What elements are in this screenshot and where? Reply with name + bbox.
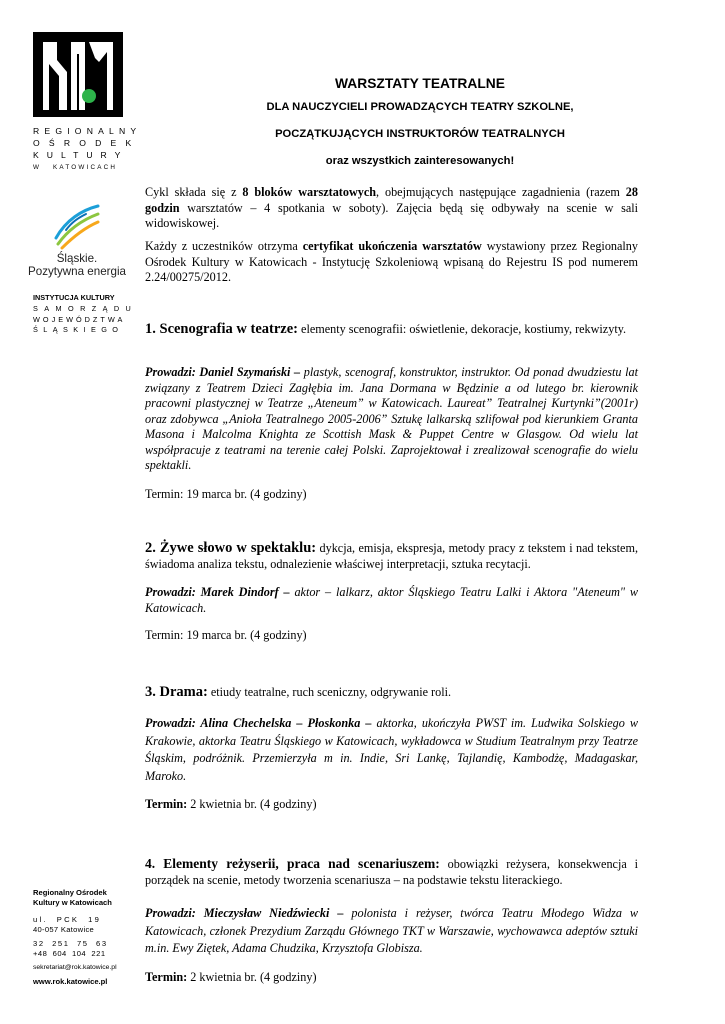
contact-postal: 40-057 Katowice bbox=[33, 924, 95, 934]
subtitle-line: POCZĄTKUJĄCYCH INSTRUKTORÓW TEATRALNYCH bbox=[275, 128, 565, 140]
section-lead: Prowadzi: Marek Dindorf – aktor – lalkarz, aktor Śląskiego Teatru Lalki i Aktora "Ateneum" w Katowicach. bbox=[145, 585, 638, 615]
section-heading: 1. Scenografia w teatrze: elementy scenografii: oświetlenie, dekoracje, kostiumy, rekwizyty. bbox=[145, 321, 627, 337]
region-tagline: Pozytywna energia bbox=[28, 265, 126, 278]
institution-info bbox=[33, 293, 138, 336]
institution-line: ŚLĄSKIEGO bbox=[33, 325, 124, 335]
subtitle-line: DLA NAUCZYCIELI PROWADZĄCYCH TEATRY SZKOLNE, bbox=[266, 101, 574, 113]
region-slogan bbox=[27, 252, 127, 278]
section-lead: Prowadzi: Daniel Szymański – plastyk, scenograf, konstruktor, instruktor. Od ponad dwudziestu lat związany z Teatrem Dzieci Zagłębia im. Jana Dormana w Będzinie a od lutego br. kierownik pracowni plastycznej w Teatrze „Ateneum” w Katowicach. Laureat” Teatralnej Kurtynki”(2001r) oraz zdobywca „Anioła Teatralnego 2005-2006” Sztukę lalkarską szlifował pod kierunkiem Granta Masona i Malcolma Knighta ze Scottish Mask & Puppet Centre w Glasgow. Od wielu lat współpracuje z teatrami na terenie całej Polski. Zaprojektował i zrealizował scenografie do wielu spektakli. bbox=[145, 365, 638, 472]
org-name bbox=[33, 125, 142, 174]
institution-line: WOJEWÓDZTWA bbox=[33, 314, 126, 324]
section-lead: Prowadzi: Alina Chechelska – Płoskonka – aktorka, ukończyła PWST im. Ludwika Solskiego w Krakowie, aktorka Teatru Śląskiego w Katowicach, wykładowca w Studium Teatralnym przy Teatrze Śląskim, podróżnik. Przemierzyła m in. Indie, Sri Lankę, Tajlandię, Kambodżę, Madagaskar, Maroko. bbox=[145, 716, 639, 783]
section-term: Termin: 19 marca br. (4 godziny) bbox=[145, 487, 307, 501]
org-name-line: KULTURY bbox=[33, 150, 129, 160]
org-city: W KATOWICACH bbox=[33, 164, 118, 171]
rok-logo bbox=[33, 32, 123, 117]
intro-paragraph: Każdy z uczestników otrzyma certyfikat ukończenia warsztatów wystawiony przez Regionalny Ośrodek Kultury w Katowicach - Instytucję Szkoleniową wpisaną do Rejestru IS pod numerem 2.24/00275/2012. bbox=[145, 239, 638, 284]
section-term: Termin: 19 marca br. (4 godziny) bbox=[145, 628, 307, 642]
subtitle-line: oraz wszystkich zainteresowanych! bbox=[325, 155, 515, 167]
slaskie-region-logo bbox=[52, 200, 102, 250]
section-lead: Prowadzi: Mieczysław Niedźwiecki – polonista i reżyser, twórca Teatru Młodego Widza w Katowicach, członek Prezydium Zarządu Głównego TKT w Warszawie, wychowawca adeptów sztuki m.in. Ewy Ziętek, Adama Chudzika, Krzysztofa Globisza. bbox=[145, 906, 639, 955]
section-heading: 4. Elementy reżyserii, praca nad scenariuszem: obowiązki reżysera, konsekwencja i porządek na scenie, metody tworzenia scenariusza – na podstawie tekstu literackiego. bbox=[145, 856, 638, 887]
contact-block bbox=[33, 888, 120, 986]
page-title: WARSZTATY TEATRALNE bbox=[335, 76, 505, 91]
section-heading: 2. Żywe słowo w spektaklu: dykcja, emisja, ekspresja, metody pracy z tekstem i nad tekstem, świadoma analiza tekstu, odnalezienie właściwej interpretacji, sztuka recytacji. bbox=[145, 540, 638, 571]
section-term: Termin: 2 kwietnia br. (4 godziny) bbox=[145, 797, 317, 811]
section-term: Termin: 2 kwietnia br. (4 godziny) bbox=[145, 970, 317, 984]
intro-paragraph: Cykl składa się z 8 bloków warsztatowych, obejmujących następujące zagadnienia (razem 28 godzin warsztatów – 4 spotkania w soboty). Zajęcia będą się odbywały na scenie w sali widowiskowej. bbox=[145, 185, 638, 230]
institution-line: INSTYTUCJA KULTURY bbox=[33, 293, 115, 302]
org-name-line: OŚRODEK bbox=[33, 138, 141, 148]
section-heading: 3. Drama: etiudy teatralne, ruch sceniczny, odgrywanie roli. bbox=[145, 684, 452, 700]
contact-street: ul. PCK 19 bbox=[33, 915, 102, 924]
contact-phone: 32 251 75 63 bbox=[33, 939, 108, 948]
contact-website[interactable]: www.rok.katowice.pl bbox=[33, 976, 108, 986]
contact-phone: +48 604 104 221 bbox=[33, 948, 106, 958]
contact-name: Kultury w Katowicach bbox=[33, 897, 112, 907]
contact-email[interactable]: sekretariat@rok.katowice.pl bbox=[33, 964, 117, 971]
contact-name: Regionalny Ośrodek bbox=[33, 888, 107, 897]
org-name-line: REGIONALNY bbox=[33, 126, 142, 136]
institution-line: SAMORZĄDU bbox=[33, 303, 138, 313]
region-name: Śląskie. bbox=[56, 252, 98, 265]
